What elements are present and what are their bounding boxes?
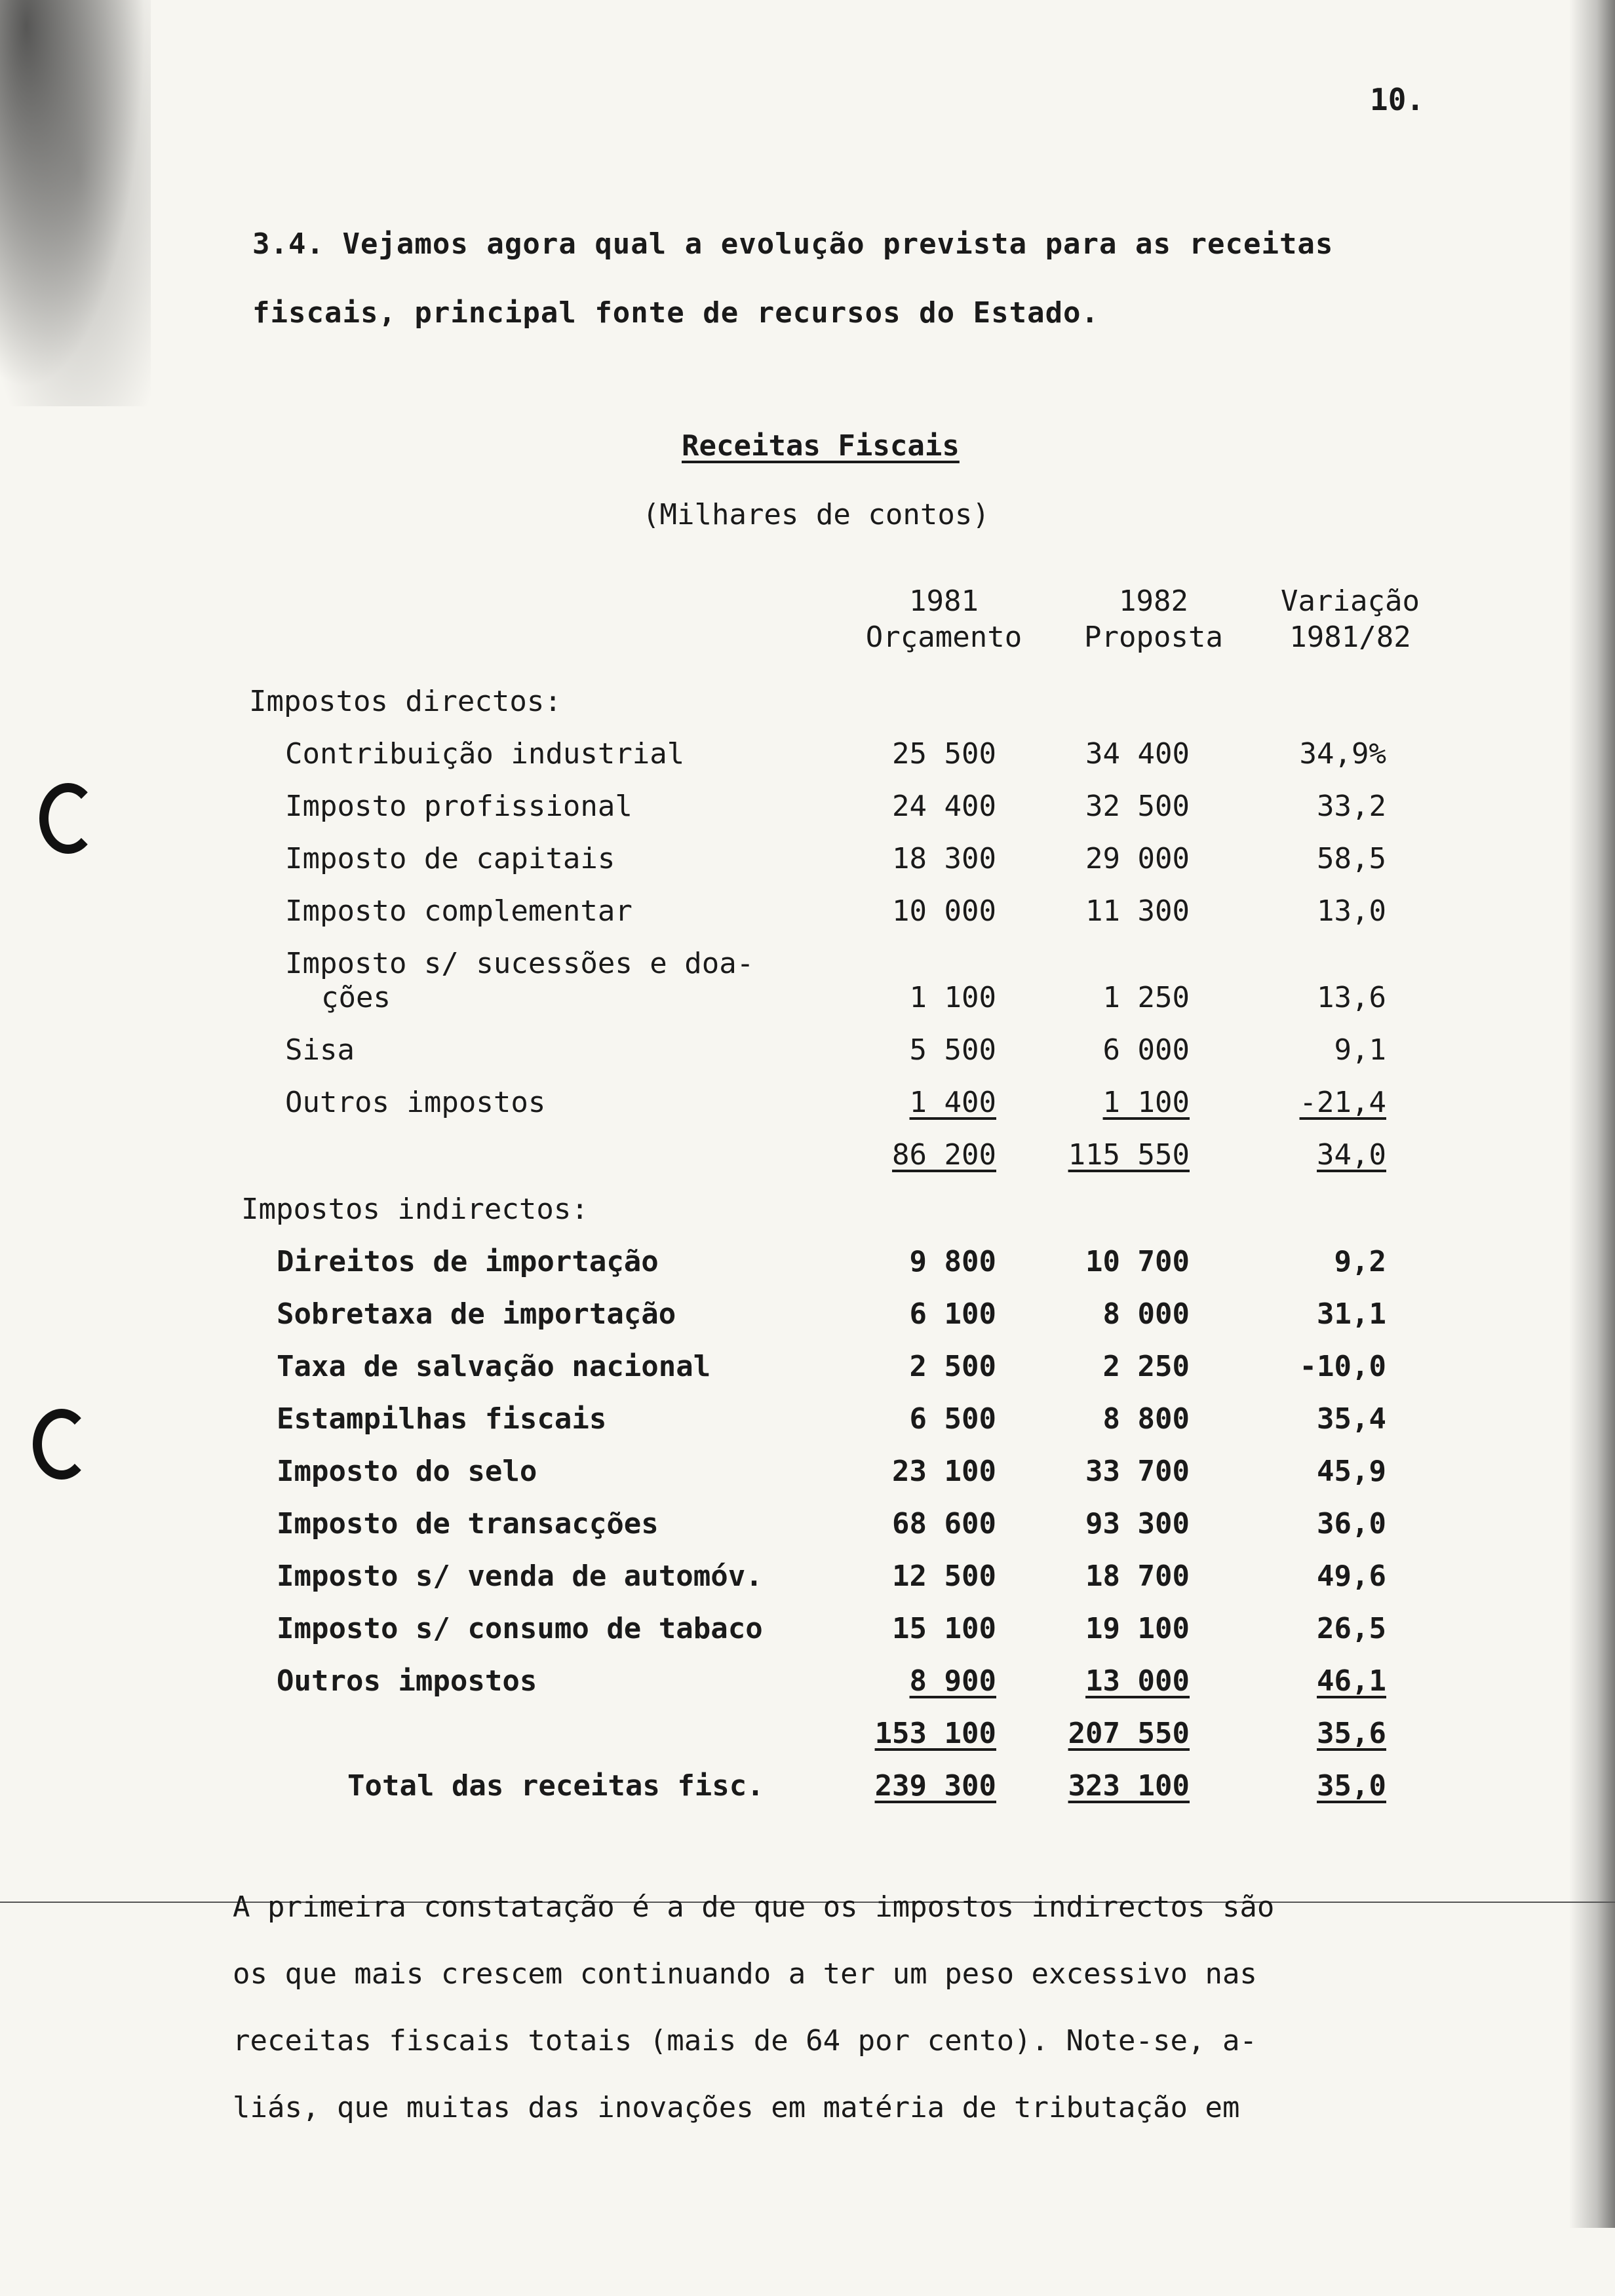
row-label: Imposto de transacções xyxy=(277,1507,659,1540)
body-paragraph xyxy=(233,1874,1426,2141)
cell-v1981: 2 500 xyxy=(909,1350,996,1383)
cell-v1981: 9 800 xyxy=(909,1245,996,1278)
row-label: Imposto do selo xyxy=(277,1455,537,1488)
row-label: Imposto s/ venda de automóv. xyxy=(277,1559,763,1593)
row-label: Sisa xyxy=(285,1033,355,1067)
row-label: Contribuição industrial xyxy=(285,737,685,771)
cell-var: 9,1 xyxy=(1334,1033,1386,1067)
row-label: Estampilhas fiscais xyxy=(277,1402,607,1436)
punch-hole-top xyxy=(39,783,97,854)
row-label: Imposto profissional xyxy=(285,790,632,823)
cell-var: -21,4 xyxy=(1299,1086,1386,1119)
subtotal-v1981: 86 200 xyxy=(892,1138,996,1172)
page-number: 10. xyxy=(1370,82,1425,117)
cell-var: 45,9 xyxy=(1317,1455,1386,1488)
table-subtitle: (Milhares de contos) xyxy=(642,498,990,531)
cell-v1982: 34 400 xyxy=(1085,737,1190,771)
cell-var: 36,0 xyxy=(1317,1507,1386,1540)
total-label: Total das receitas fisc. xyxy=(347,1769,764,1803)
cell-v1981: 24 400 xyxy=(892,790,996,823)
cell-v1981: 18 300 xyxy=(892,842,996,875)
row-label: Sobretaxa de importação xyxy=(277,1297,676,1331)
subtotal-var: 35,6 xyxy=(1317,1717,1386,1750)
punch-hole-bottom xyxy=(33,1409,90,1480)
cell-v1982: 19 100 xyxy=(1085,1612,1190,1645)
subtotal-v1981: 153 100 xyxy=(874,1717,996,1750)
total-1981: 239 300 xyxy=(874,1769,996,1803)
cell-v1982: 13 000 xyxy=(1085,1664,1190,1698)
cell-var: 13,0 xyxy=(1317,894,1386,928)
intro-paragraph xyxy=(252,210,1333,347)
cell-var: 46,1 xyxy=(1317,1664,1386,1698)
row-label: Direitos de importação xyxy=(277,1245,659,1278)
cell-var: 33,2 xyxy=(1317,790,1386,823)
cell-v1982: 32 500 xyxy=(1085,790,1190,823)
intro-line: 3.4. Vejamos agora qual a evolução prevista para as receitas xyxy=(252,227,1334,261)
cell-v1982: 10 700 xyxy=(1085,1245,1190,1278)
subtotal-v1982: 207 550 xyxy=(1068,1717,1190,1750)
column-header-1982: 1982 Proposta xyxy=(1084,584,1223,654)
intro-line: fiscais, principal fonte de recursos do Estado. xyxy=(252,296,1100,330)
cell-v1982: 33 700 xyxy=(1085,1455,1190,1488)
total-1982: 323 100 xyxy=(1068,1769,1190,1803)
cell-v1982: 11 300 xyxy=(1085,894,1190,928)
body-line: receitas fiscais totais (mais de 64 por cento). Note-se, a- xyxy=(233,2024,1257,2057)
section-direct-taxes: Impostos directos: xyxy=(249,685,562,718)
section-indirect-taxes: Impostos indirectos: xyxy=(241,1193,589,1226)
body-line: os que mais crescem continuando a ter um peso excessivo nas xyxy=(233,1957,1257,1991)
cell-var: 58,5 xyxy=(1317,842,1386,875)
cell-v1981: 12 500 xyxy=(892,1559,996,1593)
row-label: Imposto de capitais xyxy=(285,842,615,875)
cell-v1981: 1 400 xyxy=(909,1086,996,1119)
cell-v1981: 1 100 xyxy=(909,981,996,1014)
cell-v1982: 2 250 xyxy=(1102,1350,1190,1383)
cell-var: -10,0 xyxy=(1299,1350,1386,1383)
cell-var: 13,6 xyxy=(1317,981,1386,1014)
cell-v1981: 23 100 xyxy=(892,1455,996,1488)
total-variation: 35,0 xyxy=(1317,1769,1386,1803)
body-line: liás, que muitas das inovações em matéria de tributação em xyxy=(233,2091,1240,2124)
cell-v1981: 6 500 xyxy=(909,1402,996,1436)
cell-var: 35,4 xyxy=(1317,1402,1386,1436)
row-label: Imposto s/ consumo de tabaco xyxy=(277,1612,763,1645)
subtotal-v1982: 115 550 xyxy=(1068,1138,1190,1172)
body-line: A primeira constatação é a de que os impostos indirectos são xyxy=(233,1890,1275,1924)
cell-v1982: 1 250 xyxy=(1102,981,1190,1014)
cell-v1982: 18 700 xyxy=(1085,1559,1190,1593)
cell-v1981: 8 900 xyxy=(909,1664,996,1698)
row-label: Outros impostos xyxy=(277,1664,537,1698)
cell-v1981: 6 100 xyxy=(909,1297,996,1331)
row-label: Taxa de salvação nacional xyxy=(277,1350,711,1383)
cell-v1982: 93 300 xyxy=(1085,1507,1190,1540)
cell-v1981: 10 000 xyxy=(892,894,996,928)
cell-v1982: 6 000 xyxy=(1102,1033,1190,1067)
scan-noise-left xyxy=(0,0,151,406)
subtotal-var: 34,0 xyxy=(1317,1138,1386,1172)
table-title: Receitas Fiscais xyxy=(682,429,960,463)
cell-var: 49,6 xyxy=(1317,1559,1386,1593)
cell-var: 26,5 xyxy=(1317,1612,1386,1645)
cell-v1982: 1 100 xyxy=(1102,1086,1190,1119)
cell-v1981: 25 500 xyxy=(892,737,996,771)
scan-noise-right xyxy=(1569,0,1615,2228)
cell-var: 31,1 xyxy=(1317,1297,1386,1331)
cell-var: 34,9% xyxy=(1299,737,1386,771)
row-label: Outros impostos xyxy=(285,1086,546,1119)
cell-v1981: 5 500 xyxy=(909,1033,996,1067)
column-header-1981: 1981 Orçamento xyxy=(865,584,1022,654)
cell-v1982: 29 000 xyxy=(1085,842,1190,875)
cell-v1981: 68 600 xyxy=(892,1507,996,1540)
cell-var: 9,2 xyxy=(1334,1245,1386,1278)
cell-v1981: 15 100 xyxy=(892,1612,996,1645)
row-label: Imposto s/ sucessões e doa- ções xyxy=(285,947,754,1014)
column-header-variation: Variação 1981/82 xyxy=(1281,584,1420,654)
cell-v1982: 8 800 xyxy=(1102,1402,1190,1436)
cell-v1982: 8 000 xyxy=(1102,1297,1190,1331)
row-label: Imposto complementar xyxy=(285,894,632,928)
